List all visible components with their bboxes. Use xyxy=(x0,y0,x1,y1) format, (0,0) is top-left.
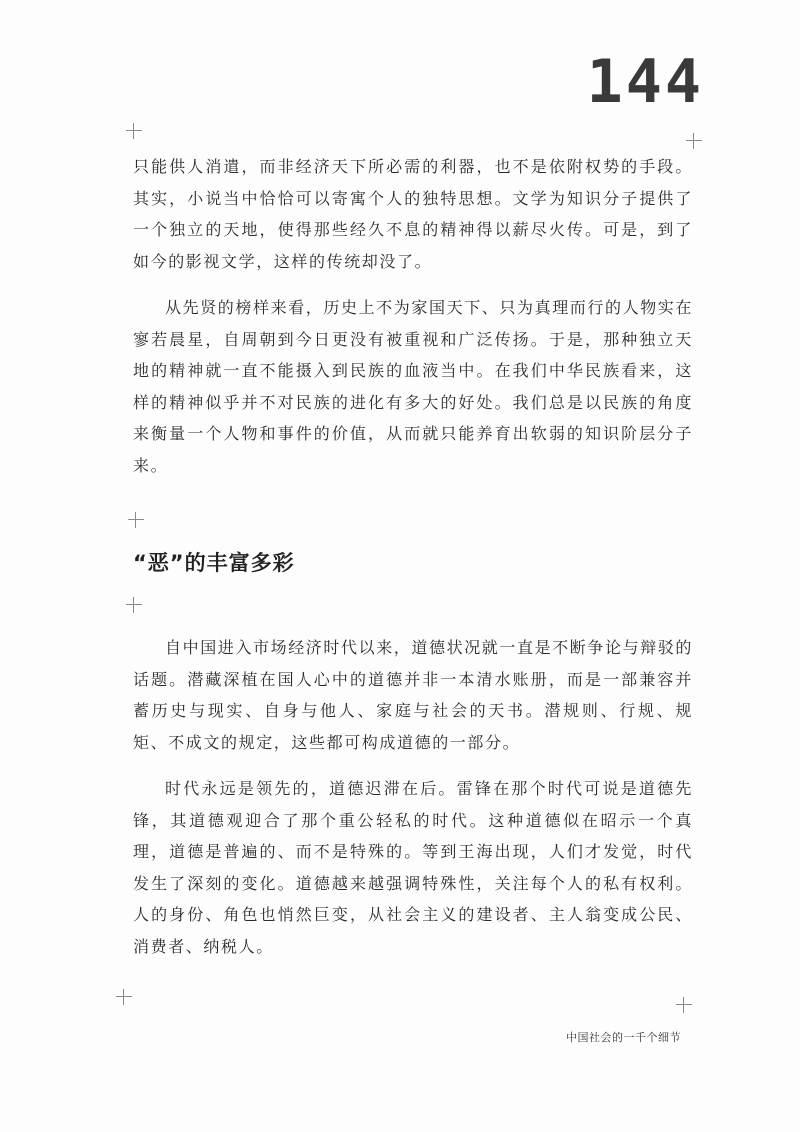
paragraph: 只能供人消遣，而非经济天下所必需的利器，也不是依附权势的手段。其实，小说当中恰恰可以寄寓个人的独特思想。文学为知识分子提供了一个独立的天地，使得那些经久不息的精神得以薪尽火传。可是，到了如今的影视文学，这样的传统却没了。 xyxy=(133,157,693,271)
body-text-top xyxy=(133,151,693,481)
section-heading: “恶”的丰富多彩 xyxy=(133,551,295,575)
crop-mark-icon xyxy=(116,989,132,1005)
paragraph: 从先贤的榜样来看，历史上不为家国天下、只为真理而行的人物实在寥若晨星，自周朝到今日更没有被重视和广泛传扬。于是，那种独立天地的精神就一直不能摄入到民族的血液当中。在我们中华民族看来，这样的精神似乎并不对民族的进化有多大的好处。我们总是以民族的角度来衡量一个人物和事件的价值，从而就只能养育出软弱的知识阶层分子来。 xyxy=(133,298,694,475)
crop-mark-icon xyxy=(686,133,702,149)
paragraph: 时代永远是领先的，道德迟滞在后。雷锋在那个时代可说是道德先锋，其道德观迎合了那个重公轻私的时代。这种道德似在昭示一个真理，道德是普遍的、而不是特殊的。等到王海出现，人们才发觉，时代发生了深刻的变化。道德越来越强调特殊性，关注每个人的私有权利。人的身份、角色也悄然巨变，从社会主义的建设者、主人翁变成公民、消费者、纳税人。 xyxy=(133,779,693,956)
running-footer: 中国社会的一千个细节 xyxy=(566,1031,681,1044)
crop-mark-icon xyxy=(676,997,692,1013)
crop-mark-icon xyxy=(126,597,142,613)
crop-mark-icon xyxy=(126,123,142,139)
body-text-bottom xyxy=(133,632,693,962)
page-number: 144 xyxy=(586,47,704,117)
crop-mark-icon xyxy=(128,512,144,528)
paragraph: 自中国进入市场经济时代以来，道德状况就一直是不断争论与辩驳的话题。潜藏深植在国人心中的道德并非一本清水账册，而是一部兼容并蓄历史与现实、自身与他人、家庭与社会的天书。潜规则、行规、规矩、不成文的规定，这些都可构成道德的一部分。 xyxy=(133,638,694,752)
